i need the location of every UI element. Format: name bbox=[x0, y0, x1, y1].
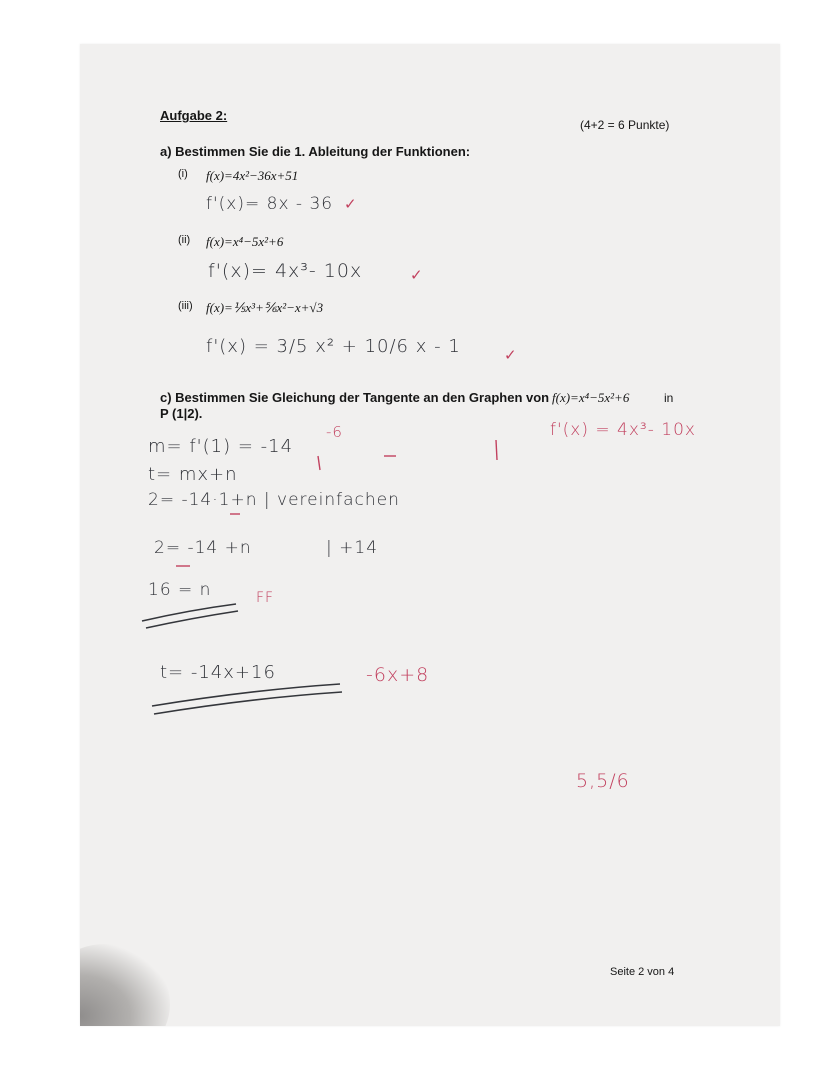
work-slope: m= f'(1) = -14 bbox=[148, 436, 294, 457]
answer-ii: f'(x)= 4x³- 10x bbox=[208, 260, 363, 282]
item-label-i: (i) bbox=[178, 168, 188, 180]
derivative-note: f'(x) = 4x³- 10x bbox=[550, 420, 696, 440]
follow-error-mark: FF bbox=[256, 590, 275, 606]
item-label-ii: (ii) bbox=[178, 234, 191, 246]
part-c-point: P (1|2). bbox=[160, 406, 203, 421]
part-a-instruction: a) Bestimmen Sie die 1. Ableitung der Funktionen: bbox=[160, 144, 471, 159]
check-ii: ✓ bbox=[410, 266, 424, 284]
check-iii: ✓ bbox=[504, 346, 518, 364]
worksheet-page bbox=[80, 44, 780, 1026]
tangent-correction: -6x+8 bbox=[366, 664, 430, 686]
item-function-ii: f(x)=x⁴−5x²+6 bbox=[206, 234, 284, 249]
page-footer: Seite 2 von 4 bbox=[610, 966, 675, 978]
part-c-instruction: c) Bestimmen Sie Gleichung der Tangente an den Graphen von bbox=[160, 390, 550, 405]
finger-shadow bbox=[80, 944, 170, 1026]
work-intercept: 16 = n bbox=[148, 580, 212, 600]
item-function-iii: f(x)=⅕x³+⅚x²−x+√3 bbox=[206, 300, 324, 315]
work-tangent-form: t= mx+n bbox=[148, 464, 238, 485]
slope-correction: -6 bbox=[326, 423, 343, 441]
score: 5,5/6 bbox=[576, 770, 630, 792]
answer-i: f'(x)= 8x - 36 bbox=[206, 194, 334, 214]
points-label: (4+2 = 6 Punkte) bbox=[580, 118, 670, 132]
double-underline-result bbox=[152, 684, 342, 714]
answer-iii: f'(x) = 3/5 x² + 10/6 x - 1 bbox=[206, 336, 461, 357]
check-i: ✓ bbox=[344, 195, 358, 213]
item-function-i: f(x)=4x²−36x+51 bbox=[206, 168, 299, 183]
work-operation: | +14 bbox=[326, 538, 379, 558]
tangent-result: t= -14x+16 bbox=[160, 662, 276, 683]
item-label-iii: (iii) bbox=[178, 300, 193, 312]
double-underline-intercept bbox=[142, 604, 238, 628]
part-c-function: f(x)=x⁴−5x²+6 bbox=[552, 390, 630, 405]
work-insert-point: 2= -14·1+n | vereinfachen bbox=[148, 490, 400, 510]
work-simplify: 2= -14 +n bbox=[154, 538, 252, 558]
task-title: Aufgabe 2: bbox=[160, 108, 228, 123]
part-c-suffix: in bbox=[664, 391, 674, 405]
ink-strokes bbox=[80, 44, 780, 1026]
